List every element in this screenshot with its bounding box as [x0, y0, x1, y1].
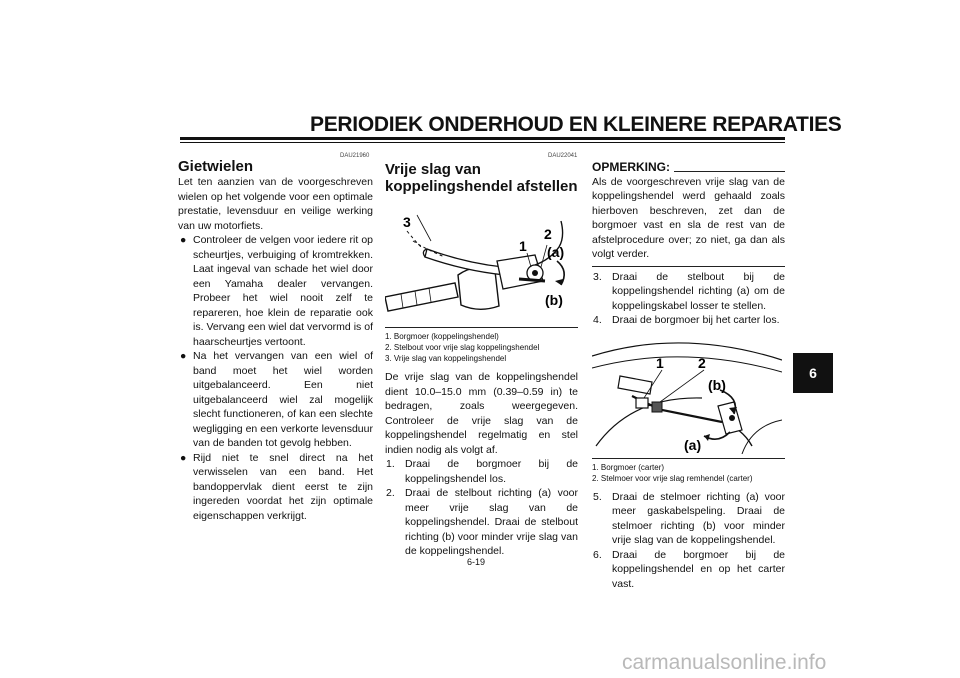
figure-caption: 2. Stelmoer voor vrije slag remhendel (carter) [592, 473, 753, 483]
note-rule [674, 171, 785, 172]
step-text: Draai de borgmoer bij het carter los. [612, 314, 780, 326]
step-text: Draai de stelbout richting (a) voor meer vrije slag van de koppelingshendel. Draai de stelbout richting (b) voor minder vrije slag van de koppelingshendel. [405, 487, 578, 557]
watermark: carmanualsonline.info [622, 651, 827, 674]
bullet-item [178, 451, 373, 524]
figure-label: (a) [547, 244, 565, 260]
figure-label: (b) [545, 292, 563, 308]
bullet-icon: ● [180, 234, 187, 246]
crankcase-adjuster-figure [592, 336, 785, 454]
bullet-text: Rijd niet te snel direct na het verwisselen van een band. Het bandoppervlak dient eerst te zijn ingereden voordat het zijn optimale eigenschappen verkrijgt. [193, 451, 373, 522]
page-title: PERIODIEK ONDERHOUD EN KLEINERE REPARATIES [310, 113, 842, 136]
caption-divider [592, 458, 785, 459]
section-heading: Vrije slag van koppelingshendel afstellen [385, 161, 578, 195]
figure-caption: 1. Borgmoer (koppelingshendel) [385, 332, 499, 341]
step-item [592, 270, 785, 314]
caption-divider [385, 327, 578, 328]
figure-label: 1 [656, 354, 664, 371]
step-number: 6. [593, 548, 602, 561]
step-item [592, 313, 785, 328]
middle-column [385, 161, 578, 559]
bullet-icon: ● [180, 451, 187, 464]
step-item [592, 548, 785, 592]
step-number: 4. [593, 314, 602, 326]
bullet-text: Controleer de velgen voor iedere rit op scheurtjes, verbuiging of kromtrekken. Laat ingeval van schade het wiel door een Yamaha dealer vervangen. Probeer het wiel nooit zelf te repareren, hoe klein de reparatie ook is. Vervang een wiel dat vervormd is of haarscheurtjes vertoont. [193, 234, 373, 348]
step-item [385, 486, 578, 559]
step-number: 1. [386, 458, 395, 470]
step-item [385, 457, 578, 486]
figure-label: 2 [698, 354, 706, 371]
note-paragraph: Als de voorgeschreven vrije slag van de koppelingshendel werd gehaald zoals hierboven beschreven, zet dan de borgmoer vast en sla de rest van de afstelprocedure over; zo niet, ga dan als volgt verder. [592, 175, 785, 260]
left-column [178, 158, 373, 523]
right-column [592, 160, 785, 591]
bullet-icon: ● [180, 350, 187, 362]
figure-label: 1 [519, 238, 527, 254]
note-heading-text: OPMERKING: [592, 160, 670, 174]
header-rule-thin [180, 142, 785, 143]
section-code: DAU21960 [340, 153, 370, 159]
step-number: 2. [386, 487, 395, 499]
intro-paragraph: Let ten aanzien van de voorgeschreven wielen op het volgende voor een optimale prestatie, levensduur en veilige werking van uw motorfiets. [178, 176, 373, 232]
note-heading [592, 160, 785, 175]
clutch-lever-figure [385, 201, 578, 323]
figure-caption: 2. Stelbout voor vrije slag koppelingshendel [385, 343, 540, 352]
bullet-text: Na het vervangen van een wiel of band moet het wiel worden uitgebalanceerd. Een niet uitgebalanceerd wiel zal mogelijk slecht functioneren, of kan een slechte wegligging en een verkorte levensduur van de banden tot gevolg hebben. [193, 350, 373, 449]
figure-label: 3 [403, 214, 411, 230]
body-paragraph: De vrije slag van de koppelingshendel dient 10.0–15.0 mm (0.39–0.59 in) te bedragen, zoals weergegeven. Controleer de vrije slag van de koppelingshendel regelmatig en stel indien nodig als volgt af. [385, 371, 578, 456]
section-code: DAU22041 [548, 153, 578, 159]
step-number: 3. [593, 270, 602, 283]
header-rule [180, 137, 785, 140]
figure-caption: 3. Vrije slag van koppelingshendel [385, 354, 507, 363]
figure-label: 2 [544, 226, 552, 242]
step-item [592, 490, 785, 548]
note-divider [592, 266, 785, 267]
page-number: 6-19 [467, 557, 486, 567]
step-text: Draai de stelbout bij de koppelingshendel richting (a) om de koppelingskabel losser te stellen. [612, 270, 785, 312]
section-heading: Gietwielen [178, 158, 254, 175]
step-number: 5. [593, 490, 602, 503]
chapter-tab: 6 [793, 353, 833, 393]
figure-caption: 1. Borgmoer (carter) [592, 462, 665, 472]
figure-label: (a) [684, 436, 702, 453]
figure-label: (b) [708, 376, 726, 393]
step-text: Draai de borgmoer bij de koppelingshendel en op het carter vast. [612, 548, 785, 590]
step-text: Draai de stelmoer richting (a) voor meer gaskabelspeling. Draai de stelmoer richting (b) voor minder vrije slag van de koppelingshendel. [612, 490, 785, 546]
step-text: Draai de borgmoer bij de koppelingshendel los. [405, 458, 578, 485]
bullet-item [178, 349, 373, 451]
bullet-item [178, 233, 373, 349]
